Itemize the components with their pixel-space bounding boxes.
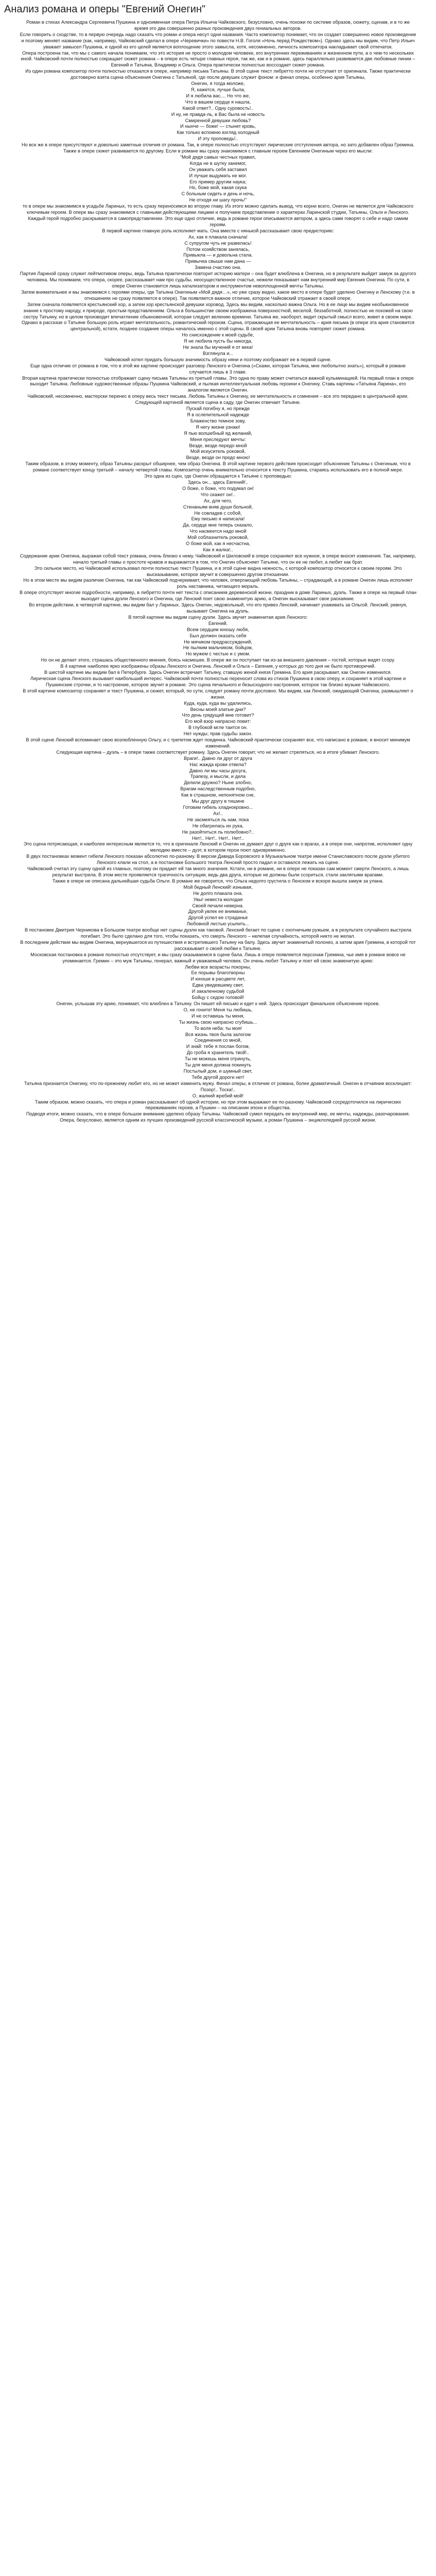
paragraph: Но в этом месте мы видим различие Онегина, так как Чайковский подчеркивает, что человек, отвергающий любовь Татьяны, – страдающий, а в романе Онегин лишь исполняет роль наставника, читающего мораль. [23, 578, 413, 589]
verse-quote [20, 480, 416, 553]
verse-line: Привыкла — и довольна стала. [183, 252, 253, 258]
verse-line: Что день грядущий мне готовит? [182, 713, 254, 718]
paragraph: Следующей картиной является сцена в саду, где Онегин отвечает Татьяне. [135, 400, 301, 405]
verse-line: Что скажет он!.. [200, 492, 236, 497]
verse-line: Как я жалка!.. [203, 547, 233, 552]
paragraph: Следующая картина – дуэль – в опере также соответствует роману. Здесь Онегин говорит, что не желает стреляться, но в итоге убивает Ленского. [56, 749, 380, 755]
verse-line: Но, боже мой, какая скука [189, 185, 247, 191]
verse-line: Ты не можешь меня отринуть, [185, 1056, 251, 1062]
verse-line: Соединения со мной, [194, 1038, 242, 1043]
verse-line: Потом хозяйством занялась, [186, 246, 250, 252]
verse-line: Какой ответ?.. Одну суровость!.. [182, 105, 254, 111]
verse-line: Ее порывы благотворны [191, 970, 245, 976]
paragraph: Во втором действии, в четвертой картине, мы видим бал у Лариных. Здесь Онегин, недовольный, что его привез Ленский, начинает ухаживать за Ольгой. Ленский, ревнуя, вызывает Онегина на дуэль. [29, 602, 407, 614]
verse-line: Враги!.. Давно ли друг от друга [184, 755, 252, 761]
paragraph: В пятой картине мы видим сцену дуэли. Здесь звучит знаменитая ария Ленского: [128, 614, 308, 620]
verse-line: Не засмеяться ль нам, пока [187, 817, 249, 822]
article-body [20, 20, 416, 1124]
verse-line: Привычка свыше нам дана — [185, 259, 251, 264]
paragraph: Чайковский, несомненно, мастерски перенес в оперу весь текст письма. Любовь Татьяны к Онегину, ее мечтательность и сомнения – все это передано в центральной арии. [27, 394, 409, 399]
verse-line: Ах, как я плакала сначала! [188, 234, 248, 240]
paragraph: Это сцена потрясающая, и наиболее интересным является то, что в оригинале Ленский и Онегин не думают друг о друге как о врагах, а в опере они, напротив, исполняют одну мелодию вместе – дуэт, в котором герои поют одновременно. [23, 841, 413, 853]
verse-line: И эту проповедь!.. [198, 136, 238, 142]
paragraph: В постановке Дмитрия Черникова в Большом театре вообще нет сцены дуэли как таковой. Ленский бегает по сцене с охотничьим ружьем, а в результате случайного выстрела погибает. Это было сделано для того, чтобы показать, что смерть Ленского – нелепая случайность, которой никто не желал. [25, 927, 411, 939]
paragraph: Но он не делает этого, страшась общественного мнения, боясь насмешек. В опере же он поступает так из-за внешнего давления – гостей, которые видят ссору. [41, 657, 395, 663]
verse-line: И закаленному судьбой [191, 989, 245, 994]
verse-line: Другой увлек ее вниманье, [188, 909, 248, 914]
verse-line: Не разойтиться ль полюбовно?.. [182, 829, 254, 835]
verse-line: Но снисхождение к моей судьбе, [182, 332, 254, 338]
verse-line: Позор!.. Тоска!.. [200, 1087, 236, 1092]
verse-line: Не пылким мальчиком, бойцом, [183, 645, 253, 651]
verse-line: Пускай погибну я, но прежде [186, 406, 250, 412]
verse-line: И не оставишь ты меня, [191, 1013, 245, 1019]
verse-line: Ты для меня должна покинуть [184, 1062, 252, 1068]
paragraph: то в опере мы знакомимся в усадьбе Лариных, то есть сразу переносимся во вторую главу. Из этого можно сделать вывод, что корни всего, Онегин не является для Чайковского ключевым героем. В опере мы сразу знакомимся с главными действующими лицами и получаем представление о характерах Ларинской студии, Татьяны, Ольги и Ленского. Каждый герой подробно раскрывается в самопредставлении. Это еще одно отличие, ведь в романе герои описываются автором, а здесь сами говорят о себе и надо самим героям. [22, 204, 414, 227]
verse-line: Мой бедный Ленский! изнывая, [183, 884, 253, 890]
verse-line: Ты жизнь свою напрасно сгубишь... [179, 1019, 257, 1025]
verse-quote [20, 406, 416, 461]
verse-line: И нынче — боже! — стынет кровь, [180, 124, 256, 129]
verse-line: Что в вашем сердце я нашла, [185, 99, 251, 105]
verse-line: То воля неба: ты моя! [194, 1025, 242, 1031]
paragraph: В этой сцене Ленский вспоминает свою возлюбленную Ольгу, и с трепетом ждет поединка. Чайковский практически сохраняет все, что написано в романе, и вносит минимум изменений. [26, 737, 410, 749]
verse-line: И знай: тебе я послан богом, [186, 1044, 250, 1049]
paragraph: Это сильное место, но Чайковский использовал почти полностью текст Пушкина, и в этой сцене видна нежность, с которой композитор относится к своим героям. Это высказывание, которое звучит в совершенно другом отношении. [34, 565, 402, 577]
paragraph: Из один романа композитор почти полностью отказался в опере, например письма Татьяны. В этой сцене текст либретто почти не отступает от оригинала. Также практически достоверно взята сцена объяснения Онегина с Татьяной, где после девушек служит фоном: и финал оперы, особенно ария Татьяны, [25, 69, 411, 80]
verse-line: Любовной лестью усыпить... [186, 921, 250, 927]
paragraph: Таким образом, в этому моменту, образ Татьяны раскрыт обширнее, чем образ Онегина. В этой картине первого действия происходит объяснение Татьяны с Онегиным, что в романе соответствует концу третьей – началу четвертой главы. Композитор очень внимательно относится к тексту Пушкина, стараясь использовать его в полной мере. [25, 461, 411, 473]
verse-line: О боже мой, как я несчастна, [186, 541, 250, 547]
verse-line: Делили дружно? Ныне злобно, [184, 780, 252, 786]
verse-line: Его мой взор напрасно ловит: [185, 719, 251, 724]
verse-line: Не совладев с собой, [194, 510, 242, 516]
verse-line: Как только вспомню взгляд холодный [177, 130, 259, 135]
paragraph: В 4 картине наиболее ярко изображены образы Ленского и Онегина. Ленский и Ольга – Евгения, у которых до того дня не было противоречий. [60, 664, 376, 669]
verse-quote [20, 701, 416, 737]
verse-line: Я не любила пусть бы никогда, [183, 338, 253, 344]
verse-line: Не мячиком предрассуждений, [184, 639, 252, 645]
paragraph: В первой картине главную роль исполняет мать. Она вместе с нянькой рассказывает свою предисторию: [102, 228, 334, 233]
verse-line: Он уважать себя заставил [189, 166, 247, 172]
verse-line: И ну, не правда-ль, в Вас была не новость [171, 111, 265, 117]
verse-line: С больным сидеть и день и ночь, [181, 191, 255, 197]
verse-line: Куда, куда, куда вы удалились, [184, 700, 252, 706]
verse-line: О боже, о боже, что подумал он! [182, 485, 254, 491]
verse-line: "Мой дядя самых честных правил, [180, 154, 256, 160]
verse-quote [20, 155, 416, 204]
paragraph: В двух постановках момент гибели Ленского показан абсолютно по-разному. В версии Давида Боровского в Музыкальном театре имени Станиславского после дуэли убитого Ленского клали на стол, а в постановке Большого театра Ленский просто падал и оставался лежать на сцене. [26, 854, 410, 866]
verse-quote [20, 621, 416, 657]
paragraph: Вторая картина практически полностью отображает сцену письма Татьяны из третьей главы. Это одна по праву может считаться важной кульминацией. На первый план в опере выходит Татьяна. Любовные художественные образы Пушкина Чайковский, и пылкая интеллектуальная любовь героини к Онегину. Ставь картины «Татьяна Ларина», его аналогом является Онегин. [22, 375, 414, 393]
verse-quote [20, 81, 416, 142]
verse-line: Вся жизнь твоя была залогом [185, 1031, 251, 1037]
verse-line: Стенаньям вняв души больной, [183, 504, 253, 510]
verse-line: Замена счастию она. [195, 265, 241, 270]
paragraph: В опере отсутствует многие подробности, например, в либретто почти нет текста с описанием деревенской жизни, праздник в доме Лариных, дуэль. Также в опере на первый план выходит сцена дуэли Ленского и Онегина, где Ленский поет свою знаменитую арию, а Онегин высказывает свое раскаяние. [20, 590, 416, 602]
verse-line: Едва увидевшему свет, [192, 982, 244, 988]
verse-line: Другой успел ее страданье [188, 915, 248, 921]
verse-line: И я любила вас.... Но что же, [186, 93, 250, 98]
paragraph: Лирическая сцена Ленского вызывает наибольший интерес. Чайковский почти полностью переносит слова из стихов Пушкина в свою оперу, и сохраняет в этой картине и Пушкинские строчки, и то настроение, которое звучит в романе. Это сцена печального и безысходного настроения, которое так близко музыке Чайковского. [30, 675, 406, 687]
verse-line: Весны моей златые дни? [190, 706, 246, 712]
verse-line: Я в ослепительной надежде [187, 412, 249, 417]
verse-line: О, жалкий жребий мой! [192, 1093, 244, 1098]
paragraph: Также в опере не описана дальнейшая судьба Ольги. В романе же говорится, что Ольга недолго грустила о Ленском и вскоре вышла замуж за улана. [52, 878, 384, 884]
verse-line: Но мужем с честью и с умом. [185, 651, 251, 657]
verse-line: Блаженство темное зову, [190, 418, 246, 423]
paragraph: Татьяна признается Онегину, что по-прежнему любит его, но не может изменить мужу. Финал оперы, в отличие от романа, более драматичный. Онегин в отчаянии восклицает: [24, 1080, 412, 1086]
paragraph: Затем внимательнее и мы знакомимся с героями оперы, где Татьяна Онегиным «Мой дядя…», но уже сразу видно, какое место в опере будет уделено Онегину и Ленскому (т.е. в отношениях не сразу появляется в опере). Так появляется важное отличие, которое Чайковский отражает в своей опере. [21, 289, 415, 301]
verse-line: В глубокой мгле таится он. [188, 725, 248, 731]
verse-line: Не обагрилась их рука, [192, 823, 244, 828]
paragraph: Содержание арии Онегина, выражая собой текст романа, очень близко к нему. Чайковский и Шиловский в опере сохраняют все нужное, в опере вносят изменения. Так, например, начало третьей главы о простоте нравов и выражается в том, что Онегин объясняет Татьяне, что он ее не любит, а любит как брат. [20, 553, 416, 565]
verse-line: Тебе другой дороги нет! [191, 1074, 245, 1080]
verse-quote [20, 1007, 416, 1081]
verse-line: Евгений, [208, 620, 228, 626]
verse-line: Нас жажда крови отвела? [189, 761, 247, 767]
paragraph: Затем сначала появляется крестьянский хор, а затем хор крестьянской девушки хоровод. Здесь мы видим, насколько важна Ольга. Но в ее лице мы видим необыкновенное знание к простому народу, к природе, простым представлениям. Ольга в большинстве своем изображена поверхностной, веселой, беззаботной, полностью не похожей на свою сестру Татьяну, но в целом производит впечатление обыкновенной, которая следует велению времени. Татьяна же, наоборот, видит скрытый смысл всего, живет в своем мире. [23, 301, 413, 319]
paragraph: Чайковский считал эту сцену одной из главных, поэтому он придает ей так много значения. Кстати, ни в романе, ни в опере не показан сам момент смерти Ленского, а лишь результат выстрела. В этом месте проявляется трагичность ситуации, ведь два друга, которые не должны были ссориться, стали заклятыми врагами. [27, 866, 409, 877]
paragraph: Онегин, услышав эту арию, понимает, что влюблен в Татьяну. Он пишет ей письмо и едет к ней. Здесь происходит финальное объяснение героев. [56, 1001, 380, 1006]
verse-line: Онегин, я тогда моложе, [191, 81, 245, 87]
verse-line: Трапезу, и мысли, и дела [190, 774, 246, 779]
verse-line: Мы друг другу в тишине [191, 799, 245, 804]
paragraph: В этой картине композитор сохраняет и текст Пушкина, и сюжет, который, по сути, следует роману почти дословно. Мы видим, как Ленский, ожидающий Онегина, размышляет о жизни. [23, 688, 413, 700]
verse-line: Как в страшном, непонятном сне, [181, 792, 255, 798]
paragraph: Подводя итоги, можно сказать, что в опере большое внимание уделено образу Татьяны. Чайковский сумел передать ее внутренний мир, ее мечты, надежды, разочарования. Опера, безусловно, является одним из лучших произведений русской классической музыки, а роман Пушкина – энциклопедией русской жизни. [26, 1111, 410, 1123]
verse-line: Всем сердцем юношу любя, [187, 626, 249, 632]
verse-line: Бойцу с седою головой! [191, 995, 245, 1001]
verse-line: Что насмеется надо мной [189, 529, 247, 534]
paragraph: Если говорить о сходстве, то в первую очередь надо сказать что роман и опера несут одни названия. Часто композитор понимает, что он создает совершенно новое произведение и поэтому меняет название (как, например, Чайковский сделал в опере «Черевички» по повести Н.В. Гоголя «Ночь перед Рождеством»). Однако здесь мы видим, что Петр Ильич уважает замысел Пушкина, и одной из его целей является воплощение этого замысла, хотя, несомненно, личность композитора накладывает свой отпечаток. [20, 31, 416, 49]
verse-line: До гроба я хранитель твой!.. [186, 1050, 250, 1056]
verse-line: О, не гоните! Меня ты любишь, [183, 1007, 253, 1012]
paragraph: Таким образом, можно сказать, что опера и роман рассказывают об одной истории, но при этом выражают ее по-разному. Чайковский сосредоточился на лирических переживаниях героев, а Пушкин – на описании эпохи и общества. [34, 1099, 402, 1111]
verse-quote [20, 756, 416, 842]
paragraph: Опера построена так, что мы с самого начала понимаем, что это история не просто о молодом человеке, его внутренних переживаниях и жизненном пути, а о чем-то нескольких иной. Чайковский почти полностью сокращает сюжет романа – в опере есть четыре главных героя, так же, как и в романе, здесь параллельно развивается две любовные линии – Евгений и Татьяна, Владимир и Ольга. Опера практически полностью воссоздает сюжет романа. [21, 50, 415, 68]
paragraph: Чайковский хотел придать большую значимость образу няни и поэтому изображает ее в первой сцене. [104, 357, 332, 362]
verse-quote [20, 964, 416, 1001]
verse-line: Да, сердце мне теперь сказало, [183, 522, 253, 528]
verse-quote [20, 1087, 416, 1099]
verse-line: Ах!.. [213, 810, 223, 816]
verse-line: Везде, везде передо мной [189, 443, 247, 448]
paragraph: Роман в стихах Александра Сергеевича Пушкина и одноименная опера Петра Ильича Чайковского, безусловно, очень похожи по системе образов, сюжету, сценам, и в то же время это два совершенно разных произведения двух гениальных авторов. [26, 20, 410, 31]
paragraph: Еще одна отличие от романа в том, что в этой же картине происходит разговор Ленского и Онегина («Скажи, которая Татьяна, мне любопытно знать»), который в романе случается лишь в 3 главе. [30, 363, 406, 375]
verse-line: Я негу жизни узнаю! [196, 424, 240, 430]
verse-line: Здесь он... здесь Евгений!.. [187, 479, 249, 485]
verse-line: Любви все возрасты покорны, [185, 964, 251, 970]
verse-line: Постылый дом, и шумный свет, [183, 1068, 253, 1074]
verse-line: Мой соблазнитель роковой, [187, 535, 249, 540]
verse-line: Был должен оказать себя [189, 633, 247, 638]
paragraph: Московская постановка в романе полностью отсутствует, и мы сразу оказываемся в сцене бала. Лишь в опере появляется персонаж Гремина, чье имя в романе вовсе не упоминается. Гремин – это муж Татьяны, генерал, важный и уважаемый человек. Он очень любит Татьяну и поет ей свою знаменитую арию: [30, 952, 406, 963]
verse-line: Когда не в шутку занемог, [189, 160, 247, 166]
verse-quote [20, 234, 416, 271]
verse-line: Мой искуситель роковой, [190, 449, 246, 454]
page [0, 0, 436, 1124]
verse-line: Нет нужды; прав судьбы закон. [183, 731, 253, 737]
verse-line: Не долго плакала она. [193, 890, 243, 896]
paragraph: Однако в рассказе о Татьяне большую роль играет мечтательность, романтический героизм. Сцена, отражающая ее мечтательность – ария письма (в опере эта ария становится центральной), кстати, позднее создание оперы началось именно с этой сцены. В своей арии Татьяна вновь повторяет сюжет романа. [22, 320, 414, 332]
verse-line: Ах, для чего, [204, 498, 232, 503]
paragraph: В последнем действии мы видим Онегина, вернувшегося из путешествия и встретившего Татьяну на балу. Здесь звучит знаменитый полонез, а затем ария Гремина, в которой тот рассказывает о своей любви к Татьяне. [20, 939, 416, 951]
verse-line: Готовим гибель хладнокровно... [183, 805, 253, 810]
verse-line: Меня преследуют мечты: [190, 436, 246, 442]
verse-quote [20, 885, 416, 927]
page-title: Анализ романа и оперы "Евгений Онегин" [4, 4, 206, 15]
verse-line: Врагам наследственным подобно, [180, 786, 256, 792]
verse-line: Везде, везде он предо мною! [186, 455, 250, 461]
verse-line: Своей печали неверна. [192, 903, 244, 908]
paragraph: Но все же в опере присутствуют и довольно заметные отличия от романа. Так, в опере полностью отсутствуют лирические отступления автора, но зато добавлен образ Гремина. Также в опере сюжет развивается по другому. Если в романе мы сразу знакомимся с главным героем Евгением Онегиным через его мысли: [21, 142, 415, 154]
verse-line: Не отходя ни шагу прочь!" [189, 197, 247, 203]
paragraph: Партия Лариной сразу служит лейтмотивом оперы, ведь Татьяна практически повторит историю матери – она будет влюблена в Онегина, но в результате выйдет замуж за другого человека. Мы понимаем, что опера, скорее, рассказывает нам про судьбы, неосуществленное счастье, нежели показывает нам внутренний мир Евгения Онегина. По сути, в опере Онегин становится лишь катализатором и инструментом невоплощенной мечты Татьяны. [20, 271, 416, 289]
verse-line: Не знала бы мучений я от века! [183, 345, 253, 350]
verse-line: И лучше выдумать не мог. [189, 173, 247, 178]
verse-line: Взглянула и... [202, 350, 234, 356]
paragraph: В шестой картине мы видим бал в Петербурге. Здесь Онегин встречает Татьяну, ставшую женой князя Гремина. Его ария раскрывает, как Онегин изменился. [44, 670, 392, 675]
verse-line: Смиренной девушки любовь? [185, 117, 251, 123]
verse-line: Я пью волшебный яд желаний, [184, 430, 252, 436]
verse-line: И юноше в расцвете лет, [190, 976, 246, 982]
verse-line: Я, кажется, лучше была, [190, 87, 246, 92]
verse-line: Его пример другим наука; [189, 179, 247, 184]
verse-line: Нет!.. Нет!.. Нет!.. Нет!.. [192, 835, 244, 841]
verse-line: С супругом чуть не развелась! [184, 240, 252, 246]
verse-line: Увы! невеста молодая [193, 896, 243, 902]
verse-line: Ему письмо я написала! [191, 516, 245, 522]
paragraph: Это одна из сцен, где Онегин обращается к Татьяне с проповедью: [144, 473, 292, 479]
verse-line: Давно ли мы часы досуга, [189, 768, 247, 773]
verse-quote [20, 332, 416, 357]
